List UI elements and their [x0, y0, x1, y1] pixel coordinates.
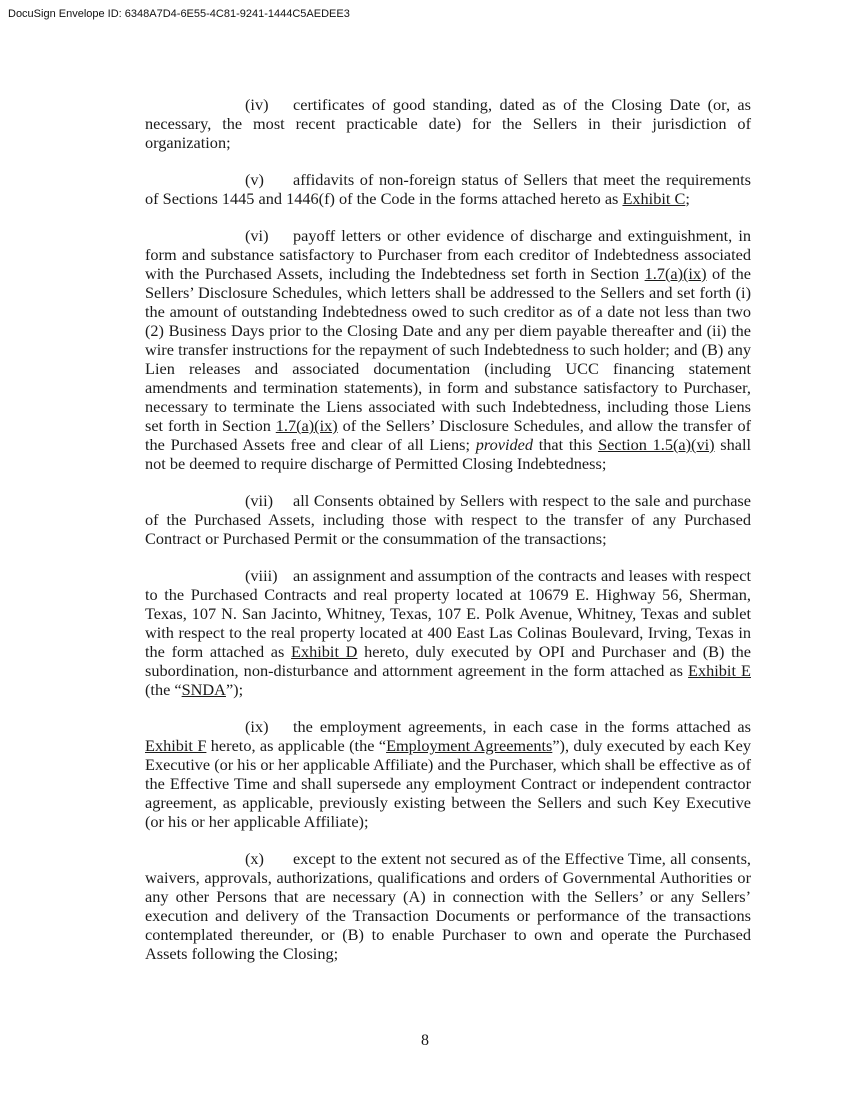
paragraph-text: ”); [225, 680, 244, 699]
paragraph-viii [145, 566, 751, 699]
paragraph-text: affidavits of non-foreign status of Sellers that meet the requirements of Sections 1445 and 1446(f) of the Code in the forms attached hereto as [145, 170, 751, 208]
paragraph-vii [145, 491, 751, 548]
paragraph-text: shall not be deemed to require discharge of Permitted Closing Indebtedness; [145, 435, 752, 473]
paragraph-text: except to the extent not secured as of the Effective Time, all consents, waivers, approvals, authorizations, qualifications and orders of Governmental Authorities or any other Persons that are necessary (A) in connection with the Sellers’ or any Sellers’ execution and delivery of the Transaction Documents or performance of the transactions contemplated thereunder, or (B) to enable Purchaser to own and operate the Purchased Assets following the Closing; [145, 849, 751, 963]
paragraph-ix [145, 717, 751, 831]
exhibit-c-reference: Exhibit C [622, 189, 686, 208]
paragraph-number: (v) [245, 170, 264, 189]
paragraph-text: (the “ [145, 680, 182, 699]
paragraph-text: of the Sellers’ Disclosure Schedules, and allow the transfer of the Purchased Assets free and clear of all Liens; [145, 416, 752, 454]
paragraph-iv [145, 95, 751, 152]
paragraph-text: ”), duly executed by each Key Executive (or his or her applicable Affiliate) and the Purchaser, which shall be effective as of the Effective Time and shall supersede any employment Contract or independent contractor agreement, as applicable, previously existing between the Sellers and such Key Executive (or his or her applicable Affiliate); [145, 736, 751, 831]
paragraph-v [145, 170, 751, 208]
paragraph-number: (vi) [245, 226, 269, 245]
envelope-id: DocuSign Envelope ID: 6348A7D4-6E55-4C81-9241-1444C5AEDEE3 [8, 8, 350, 20]
paragraph-number: (vii) [245, 491, 274, 510]
exhibit-f-reference: Exhibit F [145, 736, 207, 755]
defined-term-snda: SNDA [181, 680, 226, 699]
paragraph-text: certificates of good standing, dated as of the Closing Date (or, as necessary, the most recent practicable date) for the Sellers in their jurisdiction of organization; [145, 95, 751, 152]
proviso-term: provided [475, 435, 533, 454]
paragraph-text: an assignment and assumption of the contracts and leases with respect to the Purchased Contracts and real property located at 10679 E. Highway 56, Sherman, Texas, 107 N. San Jacinto, Whitney, Texas, 107 E. Polk Avenue, Whitney, Texas and sublet with respect to the real property located at 400 East Las Colinas Boulevard, Irving, Texas in the form attached as [145, 566, 751, 661]
section-reference: 1.7(a)(ix) [644, 264, 707, 283]
exhibit-d-reference: Exhibit D [291, 642, 358, 661]
paragraph-text: the employment agreements, in each case in the forms attached as [293, 717, 751, 736]
paragraph-text: that this [533, 435, 599, 454]
paragraph-number: (iv) [245, 95, 269, 114]
section-reference: 1.7(a)(ix) [275, 416, 338, 435]
paragraph-text: payoff letters or other evidence of discharge and extinguishment, in form and substance satisfactory to Purchaser from each creditor of Indebtedness associated with the Purchased Assets, including the Indebtedness set forth in Section [145, 226, 751, 283]
paragraph-text: hereto, as applicable (the “ [206, 736, 387, 755]
section-reference: Section 1.5(a)(vi) [598, 435, 715, 454]
paragraph-text: all Consents obtained by Sellers with respect to the sale and purchase of the Purchased Assets, including those with respect to the transfer of any Purchased Contract or Purchased Permit or the consummation of the transactions; [145, 491, 751, 548]
paragraph-x [145, 849, 751, 963]
defined-term-employment-agreements: Employment Agreements [386, 736, 553, 755]
paragraph-number: (x) [245, 849, 264, 868]
paragraph-text: of the Sellers’ Disclosure Schedules, which letters shall be addressed to the Sellers and set forth (i) the amount of outstanding Indebtedness owed to such creditor as of a date not less than two (2) Business Days prior to the Closing Date and any per diem payable thereafter and (ii) the wire transfer instructions for the repayment of such Indebtedness to such holder; and (B) any Lien releases and associated documentation (including UCC financing statement amendments and termination statements), in form and substance satisfactory to Purchaser, necessary to terminate the Liens associated with such Indebtedness, including those Liens set forth in Section [145, 264, 751, 435]
page-number: 8 [421, 1032, 429, 1049]
paragraph-number: (ix) [245, 717, 269, 736]
paragraph-vi [145, 226, 751, 473]
document-body [145, 95, 751, 981]
paragraph-text: hereto, duly executed by OPI and Purchaser and (B) the subordination, non-disturbance and attornment agreement in the form attached as [145, 642, 751, 680]
paragraph-text: ; [685, 189, 690, 208]
exhibit-e-reference: Exhibit E [688, 661, 751, 680]
paragraph-number: (viii) [245, 566, 278, 585]
